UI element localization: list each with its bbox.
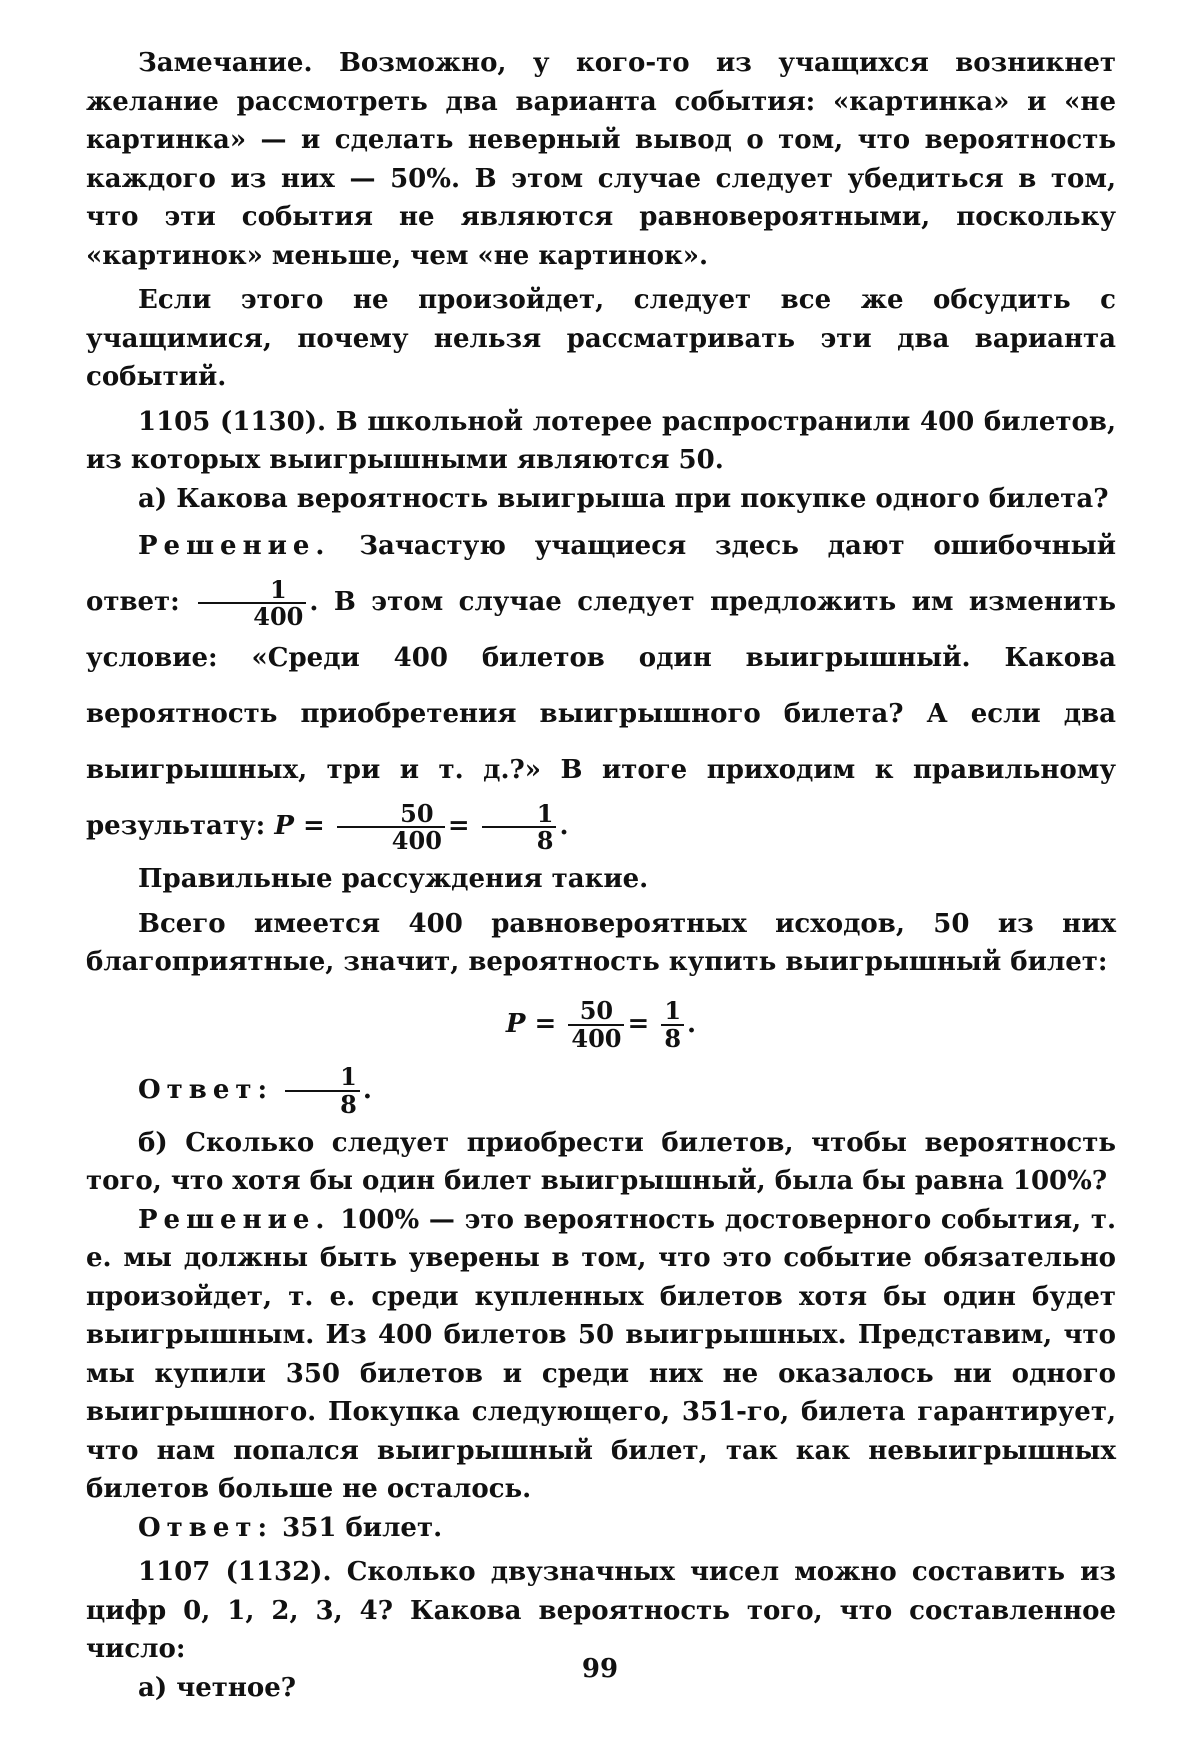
solution-text-2: . В этом случае следует предложить им изменить условие: «Среди 400 билетов один выигрышный. Какова вероятность приобретения выигрышного билета? А если два выигрышных, три и т. д.?» В итоге приходим к правильному результату: [86,587,1116,841]
fraction-numerator: 1 [340,1062,357,1092]
wrong-answer-fraction [198,574,306,631]
formula-dot: . [687,1008,697,1039]
formula-fraction-1 [568,996,624,1053]
problem-number: 1105 (1130). [138,406,327,437]
formula-p: P [274,811,294,841]
part-a-question: а) Какова вероятность выигрыша при покупке одного билета? [138,483,1109,514]
remark2-paragraph: Если этого не произойдет, следует все же обсудить с учащимися, почему нельзя рассматривать эти два варианта событий. [86,285,1116,392]
problem-text: В школьной лотерее распространили 400 билетов, из которых выигрышными являются 50. [86,406,1116,475]
page-content [86,44,1116,1707]
solution-b-paragraph [86,1201,1116,1509]
fraction-numerator: 50 [579,996,614,1026]
problem-text: Сколько двузначных чисел можно составить из цифр 0, 1, 2, 3, 4? Какова вероятность того, что составленное число: [86,1557,1116,1664]
solution-a-paragraph [86,518,1116,854]
formula-eq: = [627,1008,650,1039]
fraction-denominator: 8 [661,1024,684,1051]
formula-dot: . [559,811,569,841]
solution-text-1: Зачастую учащиеся здесь дают ошибочный ответ: [86,531,1116,617]
fraction-numerator: 1 [536,798,554,828]
fraction-denominator: 400 [198,602,306,629]
formula-eq: = [302,811,325,841]
fraction-denominator: 400 [568,1024,624,1051]
formula-fraction-1 [337,798,445,855]
answer-b-value: 351 билет. [282,1512,443,1543]
formula-p: P [505,1008,526,1039]
correct-reasoning-label: Правильные рассуждения такие. [138,864,649,894]
answer-b [86,1509,1116,1548]
answer-label: Ответ: [138,1512,274,1543]
problem-1107-part-a: а) четное? [138,1672,297,1703]
formula-dot: . [362,1074,372,1105]
fraction-numerator: 50 [400,798,434,828]
problem-1105 [86,403,1116,480]
fraction-denominator: 400 [337,826,445,853]
reasoning-paragraph: Всего имеется 400 равновероятных исходов, 50 из них благоприятные, значит, вероятность купить выигрышный билет: [86,908,1116,977]
page-number: 99 [581,1654,619,1684]
problem-number: 1107 (1132). [138,1557,332,1587]
fraction-denominator: 8 [482,826,557,853]
answer-a [86,1062,1116,1118]
remark-paragraph [86,44,1116,275]
fraction-numerator: 1 [664,996,682,1026]
answer-label: Ответ: [138,1074,274,1105]
solution-label: Решение. [138,1204,331,1235]
remark-label: Замечание. [138,48,313,78]
formula-fraction-2 [482,798,557,855]
formula-fraction-2 [661,996,684,1053]
problem-1107 [86,1553,1116,1669]
solution-label: Решение. [138,531,331,561]
part-b-question: б) Сколько следует приобрести билетов, чтобы вероятность того, что хотя бы один билет выигрышный, была бы равна 100%? [86,1127,1116,1196]
fraction-numerator: 1 [269,574,287,604]
remark-text: Возможно, у кого-то из учащихся возникнет желание рассмотреть два варианта события: «картинка» и «не картинка» — и сделать неверный вывод о том, что вероятность каждого из них — 50%. В этом случае следует убедиться в том, что эти события не являются равновероятными, поскольку «картинок» меньше, чем «не картинок». [86,48,1116,271]
answer-fraction [285,1062,360,1119]
solution-b-text: 100% — это вероятность достоверного события, т. е. мы должны быть уверены в том, что это событие обязательно произойдет, т. е. среди купленных билетов хотя бы один будет выигрышным. Из 400 билетов 50 выигрышных. Представим, что мы купили 350 билетов и среди них не оказалось ни одного выигрышного. Покупка следующего, 351-го, билета гарантирует, что нам попался выигрышный билет, так как невыигрышных билетов больше не осталось. [86,1204,1116,1504]
formula-eq: = [534,1008,557,1039]
fraction-denominator: 8 [285,1090,360,1117]
display-formula [86,994,1116,1054]
formula-eq: = [447,811,470,841]
